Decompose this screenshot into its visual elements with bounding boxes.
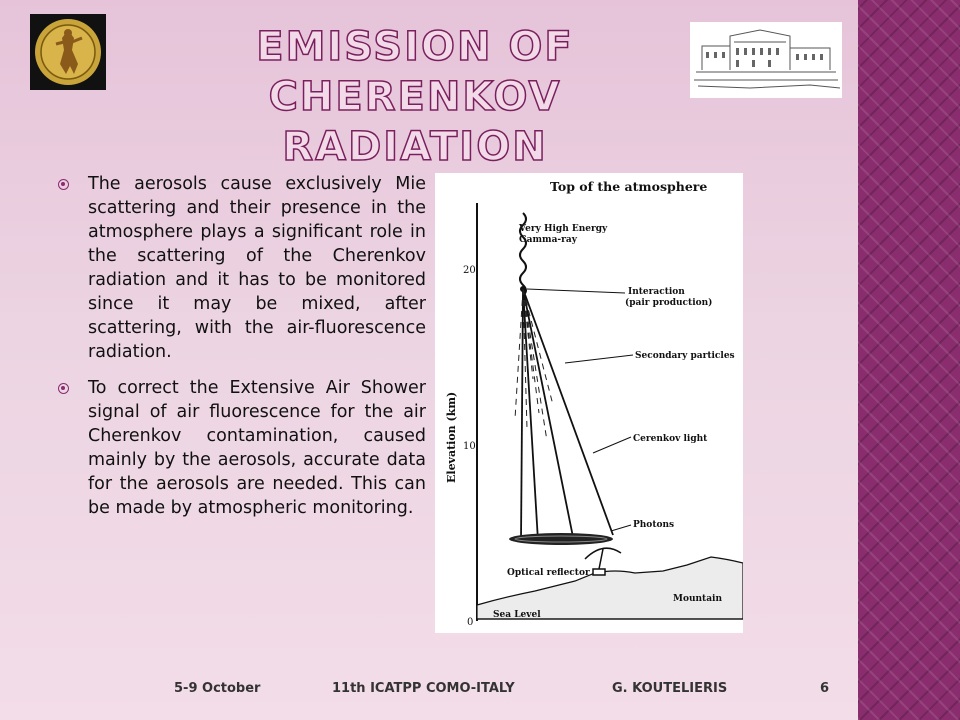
label-interaction-line1: Interaction <box>628 287 685 297</box>
slide-title <box>150 22 680 172</box>
bullet-item <box>58 172 426 364</box>
title-line-1: EMISSION OF <box>256 24 574 70</box>
slide-footer <box>0 681 858 701</box>
bullet-icon <box>58 383 69 394</box>
label-photons: Photons <box>633 520 675 530</box>
label-mountain: Mountain <box>673 594 723 604</box>
photon-pool <box>509 533 613 545</box>
diagram-title: Top of the atmosphere <box>550 179 708 194</box>
tick-label-20: 20 <box>463 265 476 276</box>
bullet-icon <box>58 179 69 190</box>
bullet-text: To correct the Extensive Air Shower signal of air fluorescence for the air Cherenkov contamination, caused mainly by the aerosols, accurate data for the aerosols are needed. This can be made by atmospheric monitoring. <box>88 378 426 518</box>
title-line-2: CHERENKOV RADIATION <box>268 74 562 170</box>
label-gamma-line2: Gamma-ray <box>519 235 577 245</box>
decorative-side-panel <box>858 0 960 720</box>
tick-label-10: 10 <box>463 441 476 452</box>
label-optical-reflector: Optical reflector <box>507 568 590 578</box>
university-seal-logo <box>30 14 106 90</box>
footer-page-number: 6 <box>820 681 830 696</box>
label-sea-level: Sea Level <box>493 610 541 620</box>
label-secondary-particles: Secondary particles <box>635 351 735 361</box>
footer-date: 5-9 October <box>174 681 261 696</box>
air-shower-diagram <box>435 173 743 633</box>
footer-conference: 11th ICATPP COMO-ITALY <box>332 681 515 696</box>
tick-label-0: 0 <box>467 617 474 628</box>
bullet-list <box>58 172 426 532</box>
building-sketch-logo <box>690 22 842 98</box>
label-cerenkov-light: Cerenkov light <box>633 434 708 444</box>
bullet-item <box>58 376 426 520</box>
footer-author: G. KOUTELIERIS <box>612 681 728 696</box>
label-gamma-line1: Very High Energy <box>519 224 608 234</box>
bullet-text: The aerosols cause exclusively Mie scattering and their presence in the atmosphere plays a significant role in the scattering of the Cherenkov radiation and it has to be monitored since it may be mixed, after scattering, with the air-fluorescence radiation. <box>88 174 426 362</box>
label-interaction-line2: (pair production) <box>625 298 713 308</box>
axis-label-elevation: Elevation (km) <box>445 391 458 483</box>
